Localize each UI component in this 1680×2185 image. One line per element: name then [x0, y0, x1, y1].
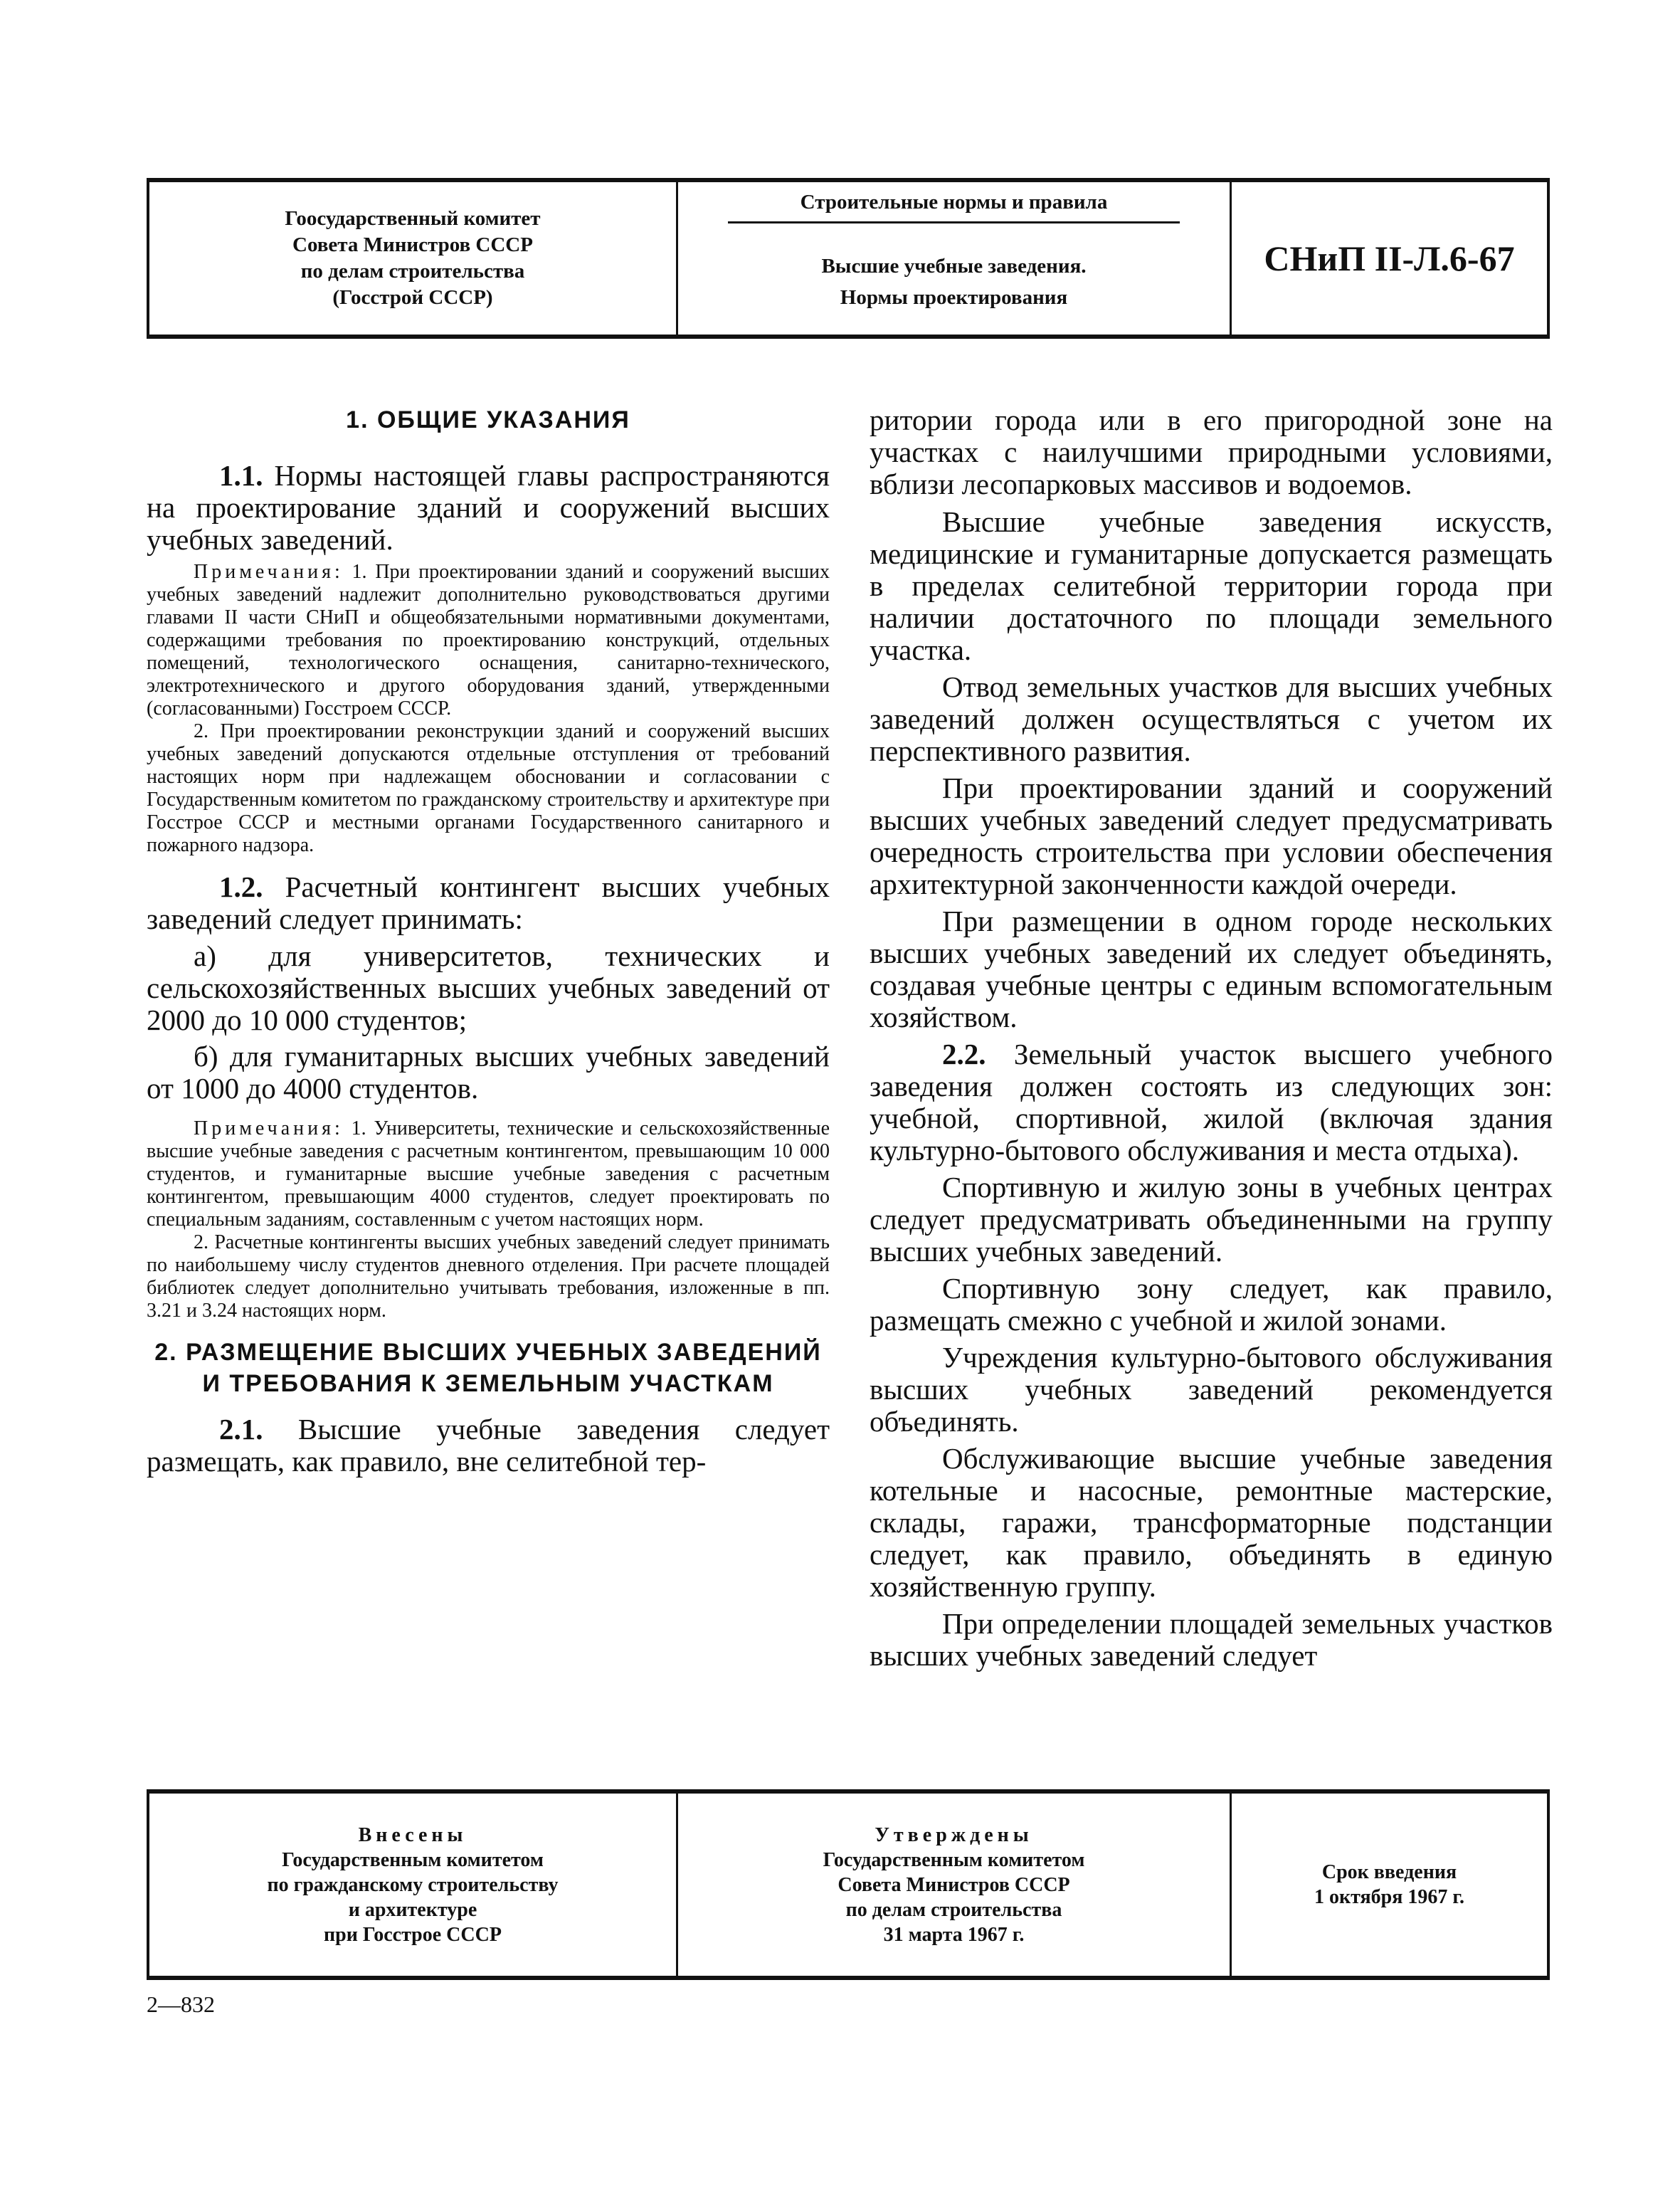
introduced-line: по гражданскому строительству	[267, 1873, 559, 1896]
note-text: 1. При проектировании зданий и сооружений высших учебных заведений надлежит дополнительно руководствоваться другими главами II части СНиП и общеобязательными нормативными документами, содержащими требования по проектированию конструкций, отдельных помещений, технологического оснащения, санитарно-технического, электротехнического и другого оборудования зданий, утвержденными (согласованными) Госстроем СССР.	[147, 561, 830, 720]
section-1-title: 1. ОБЩИЕ УКАЗАНИЯ	[346, 406, 630, 433]
paragraph-continuation: ритории города или в его пригородной зоне на участках с наилучшими природными условиями, вблизи лесопарковых массивов и водоемов.	[870, 404, 1553, 500]
doc-code: СНиП II-Л.6-67	[1230, 182, 1547, 335]
approved-heading: Утверждены	[875, 1823, 1033, 1846]
issuer-cell	[149, 182, 676, 335]
left-column	[147, 404, 830, 1483]
issuer-line: Совета Министров СССР	[292, 233, 533, 256]
effective-cell	[1230, 1794, 1547, 1976]
paragraph-2-2	[870, 1038, 1553, 1167]
clause-number: 2.2.	[942, 1038, 986, 1070]
series-label: Строительные нормы и правила	[728, 191, 1180, 223]
clause-number: 1.2.	[219, 870, 263, 903]
section-title-line: 2. РАЗМЕЩЕНИЕ ВЫСШИХ УЧЕБНЫХ ЗАВЕДЕНИЙ	[154, 1339, 822, 1366]
paragraph-2-1	[147, 1413, 830, 1478]
paragraph: Обслуживающие высшие учебные заведения котельные и насосные, ремонтные мастерские, склады, гаражи, трансформаторные подстанции следует, как правило, объединять в единую хозяйственную группу.	[870, 1442, 1553, 1603]
note-1	[147, 1117, 830, 1231]
section-2-title	[147, 1337, 830, 1399]
paragraph: При размещении в одном городе нескольких высших учебных заведений их следует объединять, создавая учебные центры с единым вспомогательным хозяйством.	[870, 905, 1553, 1033]
introduced-line: и архитектуре	[348, 1898, 477, 1921]
clause-text: Земельный участок высшего учебного заведения должен состоять из следующих зон: учебной, спортивной, жилой (включая здания культурно-бытового обслуживания и места отдыха).	[870, 1038, 1553, 1167]
clause-text: Высшие учебные заведения следует размещать, как правило, вне селитебной тер-	[147, 1413, 830, 1478]
approved-cell	[676, 1794, 1230, 1976]
introduced-heading: Внесены	[358, 1823, 467, 1846]
paragraph: При проектировании зданий и сооружений высших учебных заведений следует предусматривать очередность строительства при условии обеспечения архитектурной законченности каждой очереди.	[870, 772, 1553, 900]
notes-label: Примечания:	[194, 1117, 344, 1139]
paragraph: Спортивную зону следует, как правило, размещать смежно с учебной и жилой зонами.	[870, 1272, 1553, 1337]
section-title-line: И ТРЕБОВАНИЯ К ЗЕМЕЛЬНЫМ УЧАСТКАМ	[202, 1370, 774, 1397]
effective-date: 1 октября 1967 г.	[1314, 1886, 1464, 1908]
paragraph: Учреждения культурно-бытового обслуживания высших учебных заведений рекомендуется объединять.	[870, 1341, 1553, 1438]
doc-title-line: Нормы проектирования	[840, 286, 1068, 309]
note-text: 1. Университеты, технические и сельскохозяйственные высшие учебные заведения с расчетным контингентом, превышающим 10 000 студентов, и гуманитарные высшие учебные заведения с расчетным контингентом, превышающим 4000 студентов, следует проектировать по специальным заданиям, составленным с учетом настоящих норм.	[147, 1117, 830, 1231]
issuer-line: (Госстрой СССР)	[332, 286, 493, 309]
notes-label: Примечания:	[194, 561, 344, 583]
effective-heading: Срок введения	[1321, 1861, 1457, 1883]
note-1	[147, 561, 830, 720]
doc-title-line: Высшие учебные заведения.	[821, 255, 1087, 278]
approved-line: Совета Министров СССР	[838, 1873, 1070, 1896]
issuer-line: по делам строительства	[300, 260, 525, 283]
note-2: 2. Расчетные контингенты высших учебных заведений следует принимать по наибольшему числу студентов дневного отделения. При расчете площадей библиотек следует дополнительно учитывать требования, изложенные в пп. 3.21 и 3.24 настоящих норм.	[147, 1231, 830, 1322]
list-item-a: а) для университетов, технических и сельскохозяйственных высших учебных заведений от 2000 до 10 000 студентов;	[147, 939, 830, 1036]
header-box	[147, 178, 1550, 339]
introduced-cell	[149, 1794, 676, 1976]
clause-number: 2.1.	[219, 1413, 263, 1446]
paragraph: При определении площадей земельных участков высших учебных заведений следует	[870, 1607, 1553, 1672]
paragraph: Спортивную и жилую зоны в учебных центрах следует предусматривать объединенными на группу высших учебных заведений.	[870, 1171, 1553, 1268]
clause-text: Расчетный контингент высших учебных заведений следует принимать:	[147, 870, 830, 935]
introduced-line: при Госстрое СССР	[324, 1923, 502, 1946]
approved-line: по делам строительства	[845, 1898, 1062, 1921]
introduced-line: Государственным комитетом	[282, 1848, 544, 1871]
right-column	[870, 404, 1553, 1677]
paragraph: Отвод земельных участков для высших учебных заведений должен осуществляться с учетом их перспективного развития.	[870, 670, 1553, 767]
clause-text: Нормы настоящей главы распространяются на проектирование зданий и сооружений высших учебных заведений.	[147, 459, 830, 556]
approved-date: 31 марта 1967 г.	[883, 1923, 1025, 1946]
paragraph: Высшие учебные заведения искусств, медицинские и гуманитарные допускается размещать в пределах селитебной территории города при наличии достаточного по площади земельного участка.	[870, 505, 1553, 666]
clause-number: 1.1.	[219, 459, 263, 492]
page-number: 2—832	[147, 1991, 215, 2017]
paragraph-1-2	[147, 871, 830, 935]
title-cell	[676, 182, 1230, 335]
paragraph-1-1	[147, 460, 830, 556]
footer-box	[147, 1789, 1550, 1980]
approved-line: Государственным комитетом	[823, 1848, 1085, 1871]
issuer-line: Гоосударственный комитет	[285, 207, 541, 230]
note-2: 2. При проектировании реконструкции зданий и сооружений высших учебных заведений допускаются отдельные отступления от требований настоящих норм при надлежащем обосновании и согласовании с Государственным комитетом по гражданскому строительству и архитектуре при Госстрое СССР и местными органами Государственного санитарного и пожарного надзора.	[147, 720, 830, 856]
list-item-b: б) для гуманитарных высших учебных заведений от 1000 до 4000 студентов.	[147, 1040, 830, 1105]
